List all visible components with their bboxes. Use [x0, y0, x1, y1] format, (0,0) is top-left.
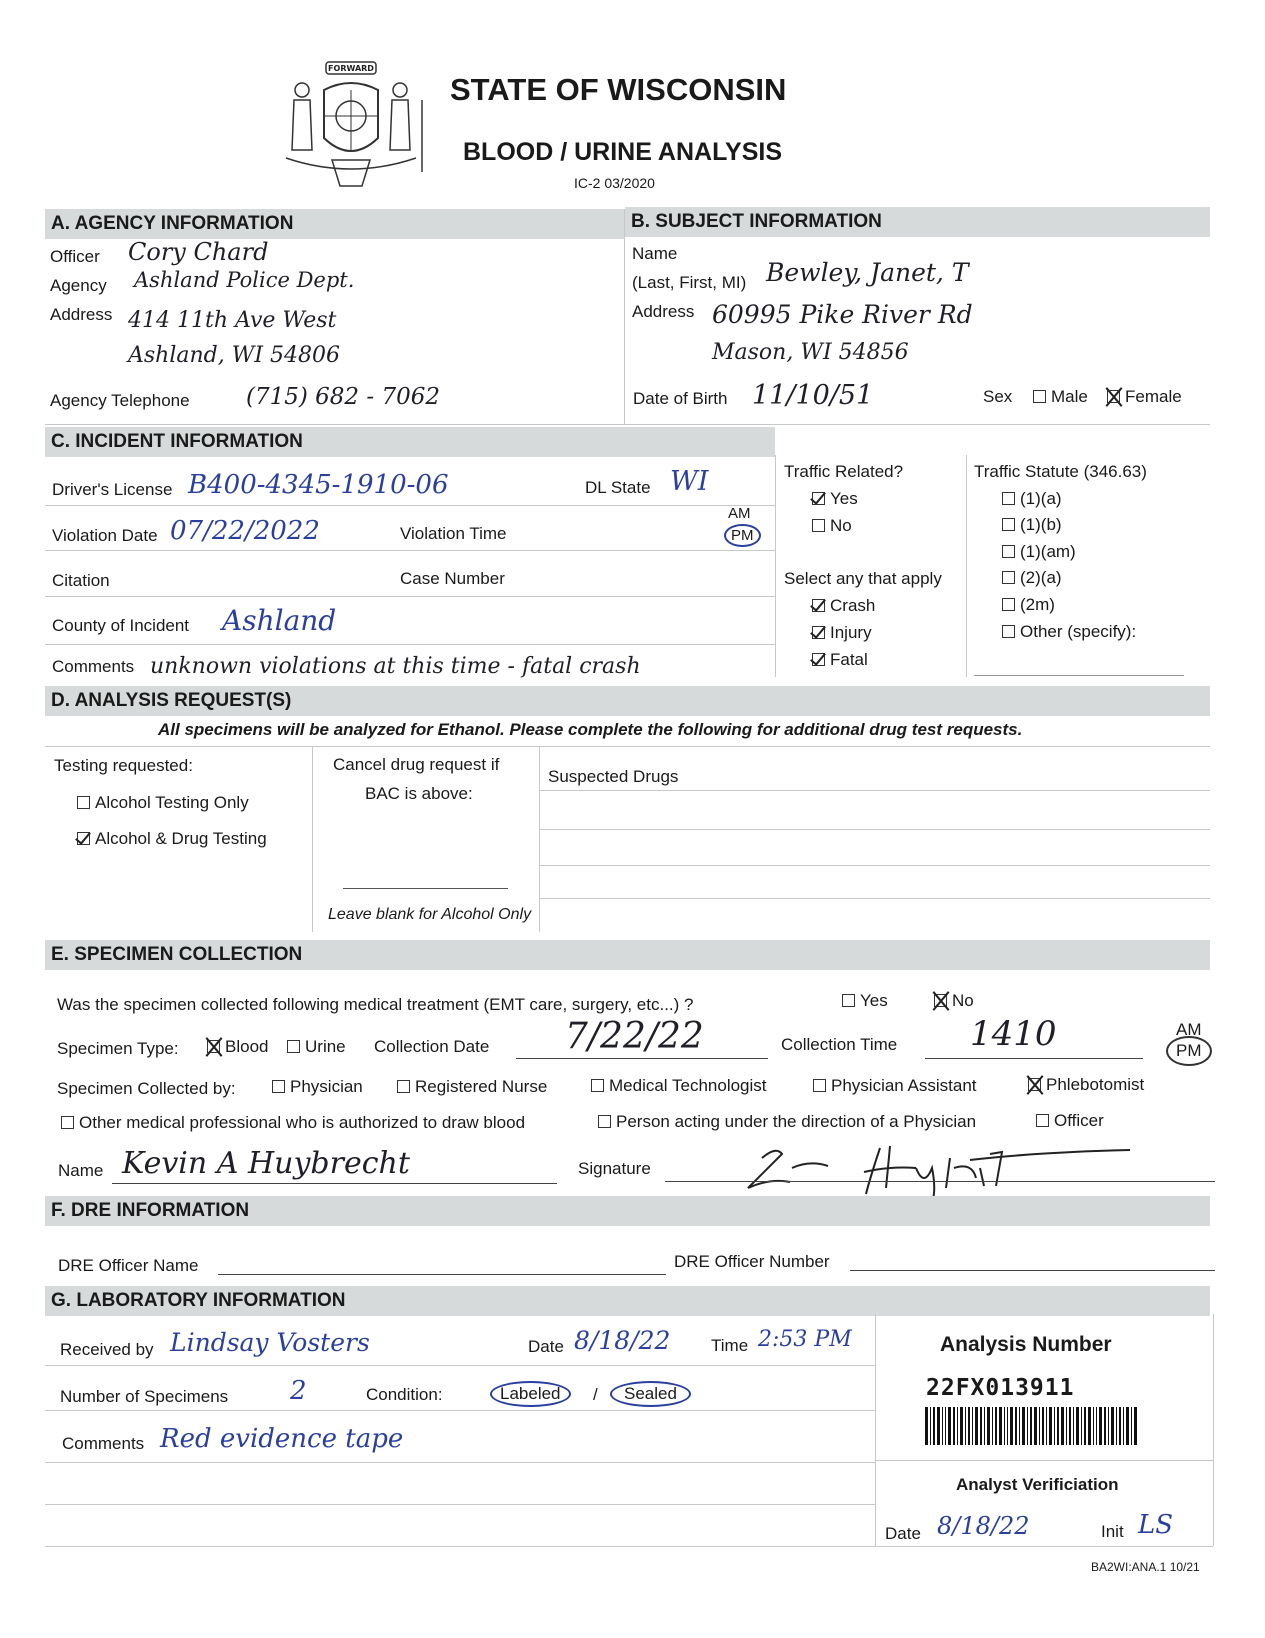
dre-name-label: DRE Officer Name	[58, 1256, 199, 1275]
injury-checkbox[interactable]	[812, 626, 825, 639]
condition-slash: /	[593, 1385, 598, 1404]
state-title: STATE OF WISCONSIN	[450, 72, 787, 107]
violation-date-value[interactable]: 07/22/2022	[170, 516, 320, 546]
statute-1b-checkbox[interactable]	[1002, 518, 1015, 531]
verify-date-value[interactable]: 8/18/22	[937, 1512, 1030, 1540]
person-acting-option[interactable]: Person acting under the direction of a Physician	[598, 1112, 976, 1132]
statute-1a-checkbox[interactable]	[1002, 492, 1015, 505]
violation-date-label: Violation Date	[52, 526, 158, 545]
urine-option[interactable]: Urine	[287, 1037, 346, 1057]
analysis-barcode	[925, 1407, 1137, 1445]
alcohol-only-checkbox[interactable]	[77, 796, 90, 809]
subject-address2[interactable]: Mason, WI 54856	[712, 340, 909, 365]
state-seal	[282, 60, 424, 192]
svg-text:FORWARD: FORWARD	[328, 64, 374, 73]
statute-1a[interactable]: (1)(a)	[1002, 489, 1062, 509]
collection-date-value[interactable]: 7/22/22	[565, 1016, 704, 1057]
sex-label: Sex	[983, 387, 1013, 406]
num-specimens-label: Number of Specimens	[60, 1387, 229, 1406]
phlebotomist-option[interactable]: Phlebotomist	[1028, 1075, 1144, 1095]
female-checkbox[interactable]	[1107, 390, 1120, 403]
init-label: Init	[1101, 1522, 1124, 1541]
collector-name-value[interactable]: Kevin A Huybrecht	[122, 1146, 410, 1181]
statute-1am-checkbox[interactable]	[1002, 545, 1015, 558]
alcohol-drug-checkbox[interactable]	[77, 832, 90, 845]
collection-time-label: Collection Time	[781, 1035, 898, 1054]
specimen-heading: E. SPECIMEN COLLECTION	[45, 940, 1210, 970]
leave-blank-note: Leave blank for Alcohol Only	[328, 906, 532, 923]
agency-value[interactable]: Ashland Police Dept.	[134, 268, 355, 292]
num-specimens-value[interactable]: 2	[290, 1376, 307, 1406]
lab-heading: G. LABORATORY INFORMATION	[45, 1286, 1210, 1316]
medical-yes[interactable]: Yes	[842, 991, 888, 1011]
traffic-yes[interactable]: Yes	[812, 489, 858, 509]
form-title: BLOOD / URINE ANALYSIS	[463, 138, 783, 166]
dob-label: Date of Birth	[633, 389, 728, 408]
labeled-option[interactable]: Labeled	[490, 1381, 571, 1407]
incident-comments[interactable]: unknown violations at this time - fatal crash	[150, 654, 641, 679]
rn-option[interactable]: Registered Nurse	[397, 1077, 547, 1097]
form-code: IC-2 03/2020	[574, 175, 655, 191]
statute-label: Traffic Statute (346.63)	[974, 462, 1147, 481]
dre-heading: F. DRE INFORMATION	[45, 1196, 1210, 1226]
officer-checkbox[interactable]	[1036, 1114, 1049, 1127]
dl-state-label: DL State	[585, 478, 651, 497]
lab-date-value[interactable]: 8/18/22	[574, 1326, 671, 1355]
traffic-no-checkbox[interactable]	[812, 519, 825, 532]
fatal-checkbox[interactable]	[812, 653, 825, 666]
medtech-checkbox[interactable]	[591, 1079, 604, 1092]
citation-label: Citation	[52, 571, 110, 590]
lab-time-value[interactable]: 2:53 PM	[758, 1327, 852, 1352]
traffic-no[interactable]: No	[812, 516, 852, 536]
male-checkbox[interactable]	[1033, 390, 1046, 403]
address-line1[interactable]: 414 11th Ave West	[128, 308, 337, 333]
comments-label: Comments	[52, 657, 135, 676]
officer-option[interactable]: Officer	[1036, 1111, 1104, 1131]
analysis-number-label: Analysis Number	[940, 1333, 1112, 1356]
county-value[interactable]: Ashland	[222, 604, 337, 637]
agency-label: Agency	[50, 276, 107, 295]
received-value[interactable]: Lindsay Vosters	[170, 1328, 370, 1357]
dob-value[interactable]: 11/10/51	[752, 380, 874, 411]
statute-1am[interactable]: (1)(am)	[1002, 542, 1076, 562]
lab-comments-label: Comments	[62, 1434, 145, 1453]
collection-time-value[interactable]: 1410	[970, 1014, 1057, 1054]
dl-value[interactable]: B400-4345-1910-06	[188, 470, 449, 500]
name-label: Name	[632, 244, 678, 263]
telephone-label: Agency Telephone	[50, 391, 190, 410]
violation-pm[interactable]: PM	[724, 524, 761, 547]
cancel-label-1: Cancel drug request if	[333, 755, 500, 774]
subject-address-label: Address	[632, 302, 695, 321]
suspected-drugs-label: Suspected Drugs	[548, 767, 679, 786]
urine-checkbox[interactable]	[287, 1040, 300, 1053]
condition-label: Condition:	[366, 1385, 443, 1404]
violation-time-label: Violation Time	[400, 524, 507, 543]
subject-name[interactable]: Bewley, Janet, T	[766, 258, 969, 287]
sex-female[interactable]: Female	[1107, 387, 1182, 407]
blood-checkbox[interactable]	[207, 1040, 220, 1053]
statute-2a[interactable]: (2)(a)	[1002, 568, 1062, 588]
physician-checkbox[interactable]	[272, 1080, 285, 1093]
subject-address1[interactable]: 60995 Pike River Rd	[712, 300, 973, 329]
sex-male[interactable]: Male	[1033, 387, 1088, 407]
blood-option[interactable]: Blood	[207, 1037, 268, 1057]
analysis-note: All specimens will be analyzed for Ethanol. Please complete the following for additional drug test requests.	[158, 720, 1023, 739]
person-acting-checkbox[interactable]	[598, 1115, 611, 1128]
address-line2[interactable]: Ashland, WI 54806	[128, 343, 341, 368]
address-label: Address	[50, 305, 113, 324]
init-value[interactable]: LS	[1138, 1510, 1174, 1540]
name-sub-label: (Last, First, MI)	[632, 273, 747, 292]
alcohol-drug-option[interactable]: Alcohol & Drug Testing	[77, 829, 267, 849]
alcohol-only-option[interactable]: Alcohol Testing Only	[77, 793, 249, 813]
medical-no-checkbox[interactable]	[934, 994, 947, 1007]
pa-checkbox[interactable]	[813, 1079, 826, 1092]
physician-option[interactable]: Physician	[272, 1077, 363, 1097]
medical-no[interactable]: No	[934, 991, 974, 1011]
collection-date-label: Collection Date	[374, 1037, 490, 1056]
collected-by-label: Specimen Collected by:	[57, 1079, 236, 1098]
statute-2m[interactable]: (2m)	[1002, 595, 1055, 615]
medtech-option[interactable]: Medical Technologist	[591, 1076, 767, 1096]
analyst-verification-label: Analyst Verificiation	[956, 1475, 1119, 1494]
analysis-heading: D. ANALYSIS REQUEST(S)	[45, 686, 1210, 716]
phlebotomist-checkbox[interactable]	[1028, 1078, 1041, 1091]
received-label: Received by	[60, 1340, 154, 1359]
fatal-option[interactable]: Fatal	[812, 650, 868, 670]
dl-label: Driver's License	[52, 480, 173, 499]
specimen-type-label: Specimen Type:	[57, 1039, 179, 1058]
select-apply-label: Select any that apply	[784, 569, 942, 588]
statute-other-checkbox[interactable]	[1002, 625, 1015, 638]
crash-checkbox[interactable]	[812, 599, 825, 612]
dl-state-value[interactable]: WI	[670, 466, 709, 497]
cancel-label-2: BAC is above:	[365, 784, 473, 803]
telephone-value[interactable]: (715) 682 - 7062	[246, 384, 440, 410]
other-med-checkbox[interactable]	[61, 1116, 74, 1129]
lab-comments-value[interactable]: Red evidence tape	[160, 1424, 404, 1454]
medical-question: Was the specimen collected following medical treatment (EMT care, surgery, etc...) ?	[57, 995, 694, 1014]
statute-2m-checkbox[interactable]	[1002, 598, 1015, 611]
officer-value[interactable]: Cory Chard	[128, 238, 269, 266]
incident-heading: C. INCIDENT INFORMATION	[45, 427, 775, 457]
subject-heading: B. SUBJECT INFORMATION	[625, 207, 1210, 237]
violation-am[interactable]: AM	[728, 505, 751, 522]
lab-date-label: Date	[528, 1337, 564, 1356]
collection-pm[interactable]: PM	[1166, 1036, 1212, 1066]
sealed-option[interactable]: Sealed	[610, 1381, 691, 1407]
case-number-label: Case Number	[400, 569, 505, 588]
rn-checkbox[interactable]	[397, 1080, 410, 1093]
signature-label: Signature	[578, 1159, 651, 1178]
collection-am[interactable]: AM	[1176, 1020, 1202, 1039]
lab-time-label: Time	[711, 1336, 749, 1355]
collector-name-label: Name	[58, 1161, 104, 1180]
pa-option[interactable]: Physician Assistant	[813, 1076, 977, 1096]
verify-date-label: Date	[885, 1524, 921, 1543]
other-med-option[interactable]: Other medical professional who is authorized to draw blood	[61, 1113, 525, 1133]
statute-2a-checkbox[interactable]	[1002, 571, 1015, 584]
agency-heading: A. AGENCY INFORMATION	[45, 209, 625, 239]
officer-label: Officer	[50, 247, 100, 266]
traffic-related-label: Traffic Related?	[784, 462, 904, 481]
crash-option[interactable]: Crash	[812, 596, 875, 616]
testing-requested-label: Testing requested:	[54, 756, 193, 775]
footer-code: BA2WI:ANA.1 10/21	[1091, 1560, 1200, 1574]
dre-number-label: DRE Officer Number	[674, 1252, 830, 1271]
injury-option[interactable]: Injury	[812, 623, 872, 643]
analysis-number-value: 22FX013911	[926, 1375, 1075, 1401]
medical-yes-checkbox[interactable]	[842, 994, 855, 1007]
county-label: County of Incident	[52, 616, 190, 635]
traffic-yes-checkbox[interactable]	[812, 492, 825, 505]
statute-other[interactable]: Other (specify):	[1002, 622, 1136, 642]
statute-1b[interactable]: (1)(b)	[1002, 515, 1062, 535]
